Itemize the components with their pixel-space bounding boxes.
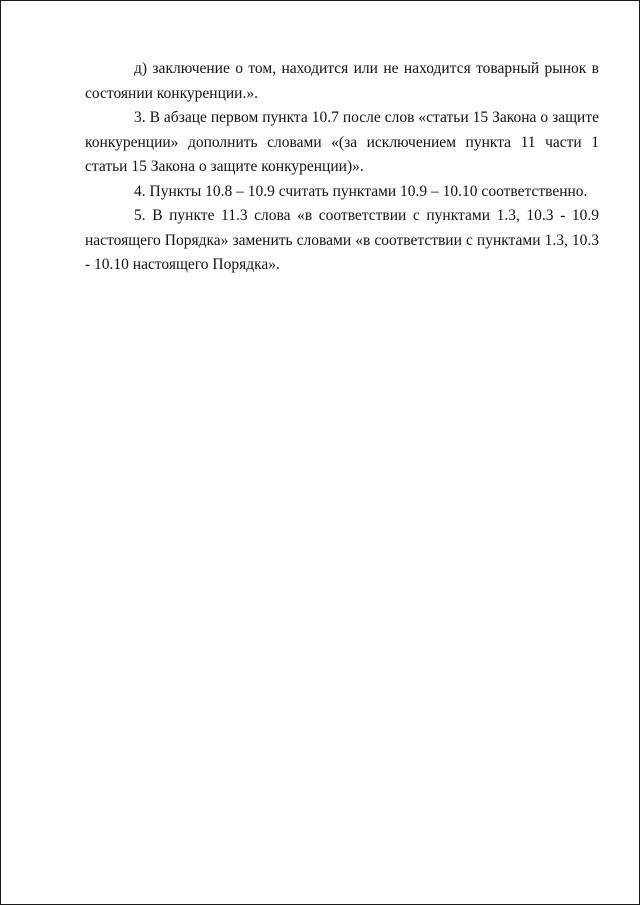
paragraph-conclusion: д) заключение о том, находится или не находится товарный рынок в состоянии конкуренции.». — [85, 60, 599, 102]
paragraph-item-5: 5. В пункте 11.3 слова «в соответствии с пунктами 1.3, 10.3 - 10.9 настоящего Порядка» заменить словами «в соответствии с пунктами 1.3, 10.3 - 10.10 настоящего Порядка». — [85, 207, 599, 273]
paragraph-item-3: 3. В абзаце первом пункта 10.7 после слов «статьи 15 Закона о защите конкуренции» дополнить словами «(за исключением пункта 11 части 1 статьи 15 Закона о защите конкуренции)». — [85, 109, 599, 175]
document-body — [85, 57, 599, 278]
paragraph-item-4: 4. Пункты 10.8 – 10.9 считать пунктами 10.9 – 10.10 соответственно. — [134, 182, 588, 200]
